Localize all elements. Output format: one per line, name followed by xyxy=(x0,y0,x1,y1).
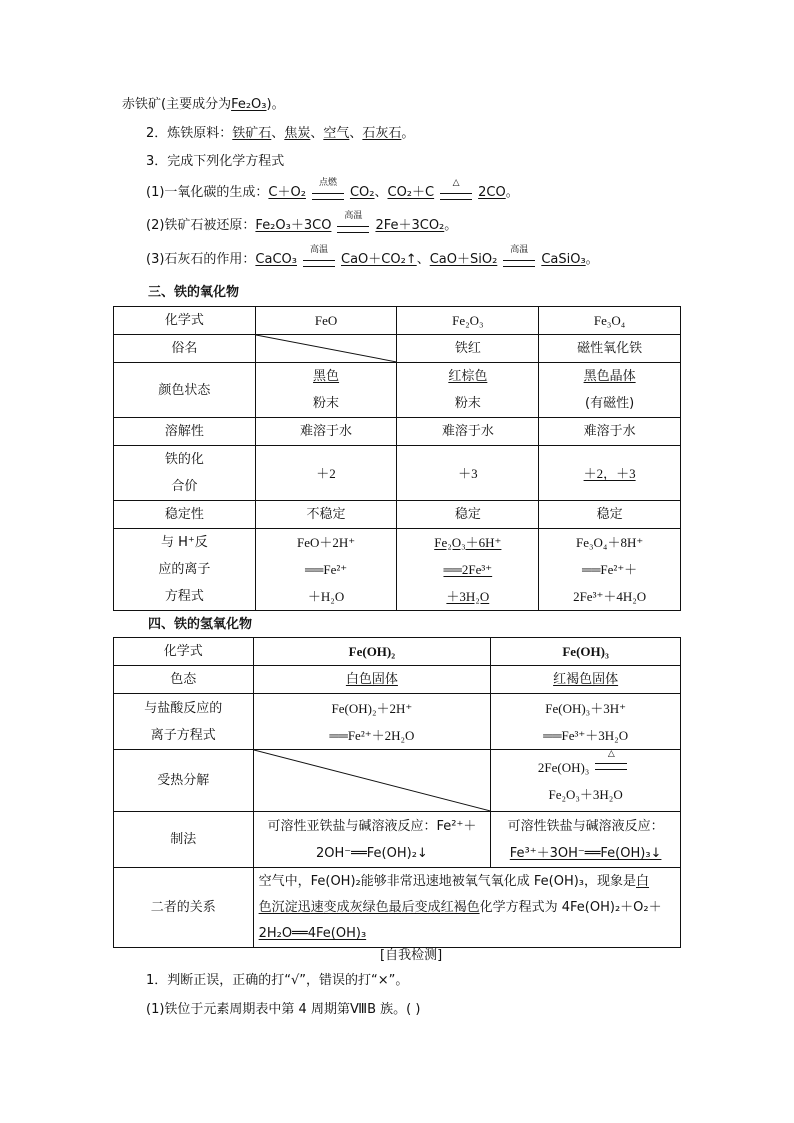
empty-diagonal-cell xyxy=(253,750,491,812)
section-title-iron-oxides: 三、铁的氧化物 xyxy=(148,285,240,300)
condition-mark: △ xyxy=(593,754,629,772)
answer-fe2o3: Fe₂O₃ xyxy=(231,97,267,112)
section-title-iron-hydroxides: 四、铁的氢氧化物 xyxy=(148,617,253,632)
iron-hydroxides-table xyxy=(113,637,681,948)
equation-co-formation: (1)一氧化碳的生成：C＋O₂ 点燃 CO₂、CO₂＋C △ 2CO。 xyxy=(146,178,519,200)
table-row: 与 H⁺反 应的离子 方程式 FeO＋2H⁺ ══Fe²⁺ ＋H₂O Fe₂O₃＋6H⁺ ══2Fe³⁺ ＋3H₂O Fe₃O₄＋8H⁺ ══Fe²⁺＋ 2Fe³⁺＋4H₂O xyxy=(114,529,681,611)
table-row: 俗名 铁红 磁性氧化铁 xyxy=(114,335,681,363)
text-line-equations-heading: 3．完成下列化学方程式 xyxy=(146,154,285,169)
table-row: 与盐酸反应的 离子方程式 Fe(OH)₂＋2H⁺ ══Fe²⁺＋2H₂O Fe(OH)₃＋3H⁺ ══Fe³⁺＋3H₂O xyxy=(114,694,681,750)
self-check-title: [自我检测] xyxy=(380,948,443,963)
condition-mark: 高温 xyxy=(301,251,337,269)
table-row: 化学式 FeO Fe₂O₃ Fe₃O₄ xyxy=(114,307,681,335)
text-line-ore: 赤铁矿(主要成分为Fe₂O₃)。 xyxy=(122,97,285,112)
condition-mark: △ xyxy=(438,184,474,202)
question-1-item-1: (1)铁位于元素周期表中第 4 周期第ⅧB 族。( ) xyxy=(146,1002,421,1017)
condition-mark: 高温 xyxy=(501,251,537,269)
table-row: 化学式 Fe(OH)₂ Fe(OH)₃ xyxy=(114,638,681,666)
condition-mark: 点燃 xyxy=(310,184,346,202)
iron-oxides-table xyxy=(113,306,681,611)
table-row: 制法 可溶性亚铁盐与碱溶液反应：Fe²⁺＋ 2OH⁻══Fe(OH)₂↓ 可溶性铁盐与碱溶液反应： Fe³⁺＋3OH⁻══Fe(OH)₃↓ xyxy=(114,812,681,868)
condition-mark: 高温 xyxy=(335,217,371,235)
table-row: 受热分解 2Fe(OH)₃ △ Fe₂O₃＋3H₂O xyxy=(114,750,681,812)
table-row: 二者的关系 空气中，Fe(OH)₂能够非常迅速地被氧气氧化成 Fe(OH)₃，现象是白 色沉淀迅速变成灰绿色最后变成红褐色化学方程式为 4Fe(OH)₂＋O₂＋ 2H₂O══4Fe(OH)₃ xyxy=(114,868,681,948)
table-row: 色态 白色固体 红褐色固体 xyxy=(114,666,681,694)
table-row: 颜色状态 黑色 粉末 红棕色 粉末 黑色晶体 (有磁性) xyxy=(114,363,681,418)
table-row: 溶解性 难溶于水 难溶于水 难溶于水 xyxy=(114,418,681,446)
equation-limestone: (3)石灰石的作用：CaCO₃ 高温 CaO＋CO₂↑、CaO＋SiO₂ 高温 CaSiO₃。 xyxy=(146,245,599,267)
text-line-raw-materials: 2．炼铁原料：铁矿石、焦炭、空气、石灰石。 xyxy=(146,126,415,141)
empty-diagonal-cell xyxy=(255,335,397,363)
question-1: 1．判断正误，正确的打“√”，错误的打“×”。 xyxy=(146,973,409,988)
table-row: 铁的化 合价 ＋2 ＋3 ＋2，＋3 xyxy=(114,446,681,501)
table-row: 稳定性 不稳定 稳定 稳定 xyxy=(114,501,681,529)
equation-ore-reduction: (2)铁矿石被还原：Fe₂O₃＋3CO 高温 2Fe＋3CO₂。 xyxy=(146,211,458,233)
